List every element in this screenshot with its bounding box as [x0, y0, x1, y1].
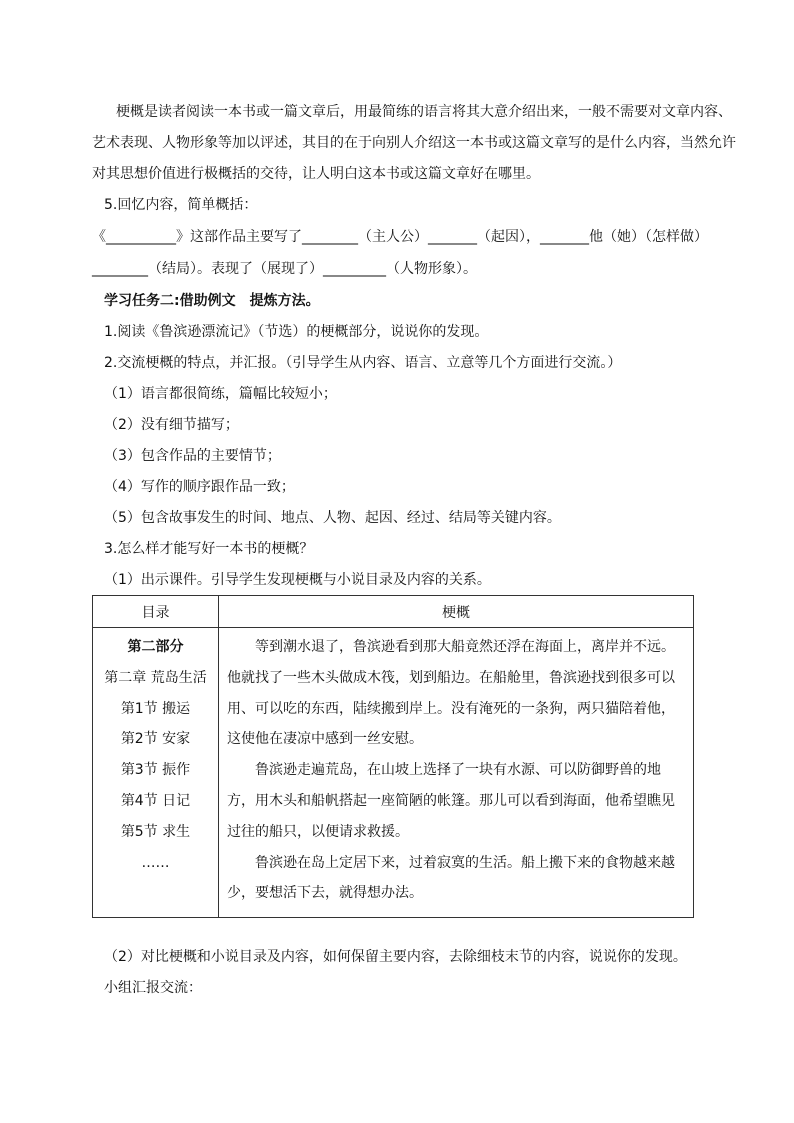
task2-item-3-2: （2）对比梗概和小说目录及内容，如何保留主要内容，去除细枝末节的内容，说说你的发现。 [104, 949, 687, 965]
group-report-label: 小组汇报交流： [104, 980, 202, 996]
header-toc: 目录 [93, 596, 219, 628]
intro-line-3: 对其思想价值进行极概括的交待，让人明白这本书或这篇文章好在哪里。 [92, 166, 540, 182]
toc-item: 第2节 安家 [120, 731, 191, 748]
summary-paragraph: 鲁滨逊在岛上定居下来，过着寂寞的生活。船上搬下来的食物越来越少，要想活下去，就得想办法。 [227, 854, 675, 902]
summary-paragraph: 鲁滨逊走遍荒岛，在山坡上选择了一块有水源、可以防御野兽的地方，用木头和船帆搭起一座简陋的帐篷。那儿可以看到海面，他希望瞧见过往的船只，以便请求救援。 [227, 762, 675, 840]
toc-item: 第二章 荒岛生活 [104, 669, 207, 686]
feature-point: （3）包含作品的主要情节； [104, 448, 281, 464]
summary-column [219, 628, 694, 918]
toc-item: …… [141, 854, 170, 871]
toc-item: 第5节 求生 [120, 823, 191, 840]
task2-item-3: 3.怎么样才能写好一本书的梗概？ [104, 541, 314, 557]
feature-point: （1）语言都很简练，篇幅比较短小； [104, 386, 337, 402]
feature-point: （2）没有细节描写； [104, 417, 239, 433]
task2-item-1: 1.阅读《鲁滨逊漂流记》（节选）的梗概部分，说说你的发现。 [104, 324, 489, 340]
intro-line-1: 梗概是读者阅读一本书或一篇文章后，用最简练的语言将其大意介绍出来，一般不需要对文章内容、 [116, 104, 732, 120]
toc-item: 第3节 振作 [120, 762, 191, 779]
q5-fill-line-1: 《__________》这部作品主要写了________（主人公）_______（起因），_______他（她）（怎样做） [92, 229, 708, 245]
toc-item: 第4节 日记 [120, 792, 191, 809]
task2-item-3-1: （1）出示课件。引导学生发现梗概与小说目录及内容的关系。 [104, 572, 491, 588]
summary-paragraph: 等到潮水退了，鲁滨逊看到那大船竟然还浮在海面上，离岸并不远。他就找了一些木头做成木筏，划到船边。在船舱里，鲁滨逊找到很多可以用、可以吃的东西，陆续搬到岸上。没有淹死的一条狗，两只猫陪着他，这使他在凄凉中感到一丝安慰。 [227, 639, 675, 748]
feature-point: （4）写作的顺序跟作品一致； [104, 479, 295, 495]
q5-title: 5.回忆内容，简单概括： [104, 197, 258, 213]
task2-heading: 学习任务二:借助例文 提炼方法。 [104, 293, 320, 309]
toc-item: 第二部分 [127, 639, 184, 655]
header-summary: 梗概 [219, 596, 694, 628]
table-header-row [93, 596, 694, 628]
task2-item-2: 2.交流梗概的特点，并汇报。（引导学生从内容、语言、立意等几个方面进行交流。） [104, 355, 622, 371]
toc-item: 第1节 搬运 [120, 700, 191, 717]
feature-point: （5）包含故事发生的时间、地点、人物、起因、经过、结局等关键内容。 [104, 510, 561, 526]
intro-line-2: 艺术表现、人物形象等加以评述，其目的在于向别人介绍这一本书或这篇文章写的是什么内容，当然允许 [92, 135, 736, 151]
q5-fill-line-2: ________（结局）。表现了（展现了）_________（人物形象）。 [92, 261, 477, 277]
toc-column [93, 628, 219, 918]
table-body-row [93, 628, 694, 918]
toc-summary-table [92, 595, 694, 918]
